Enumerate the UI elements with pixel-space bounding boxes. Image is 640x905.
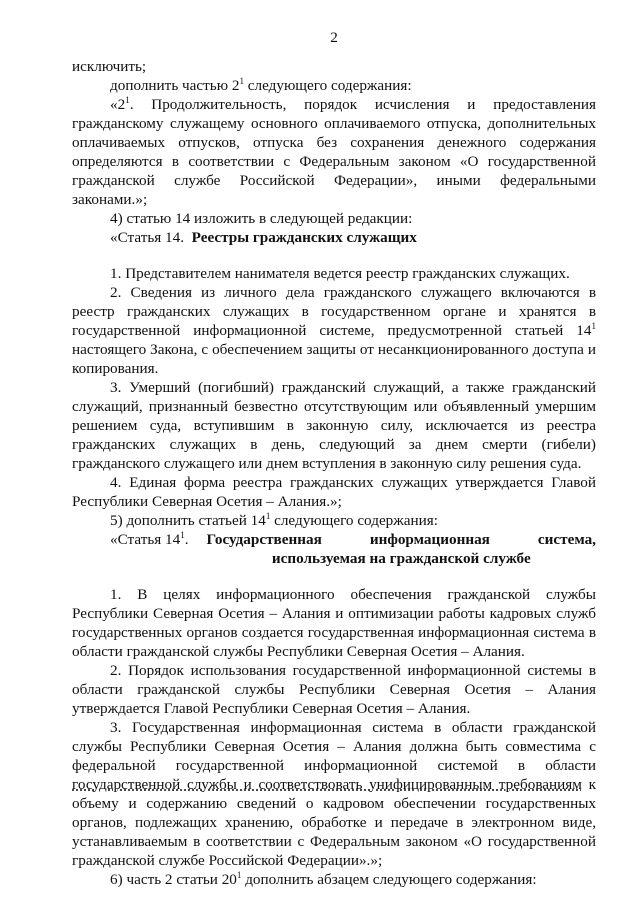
title-word: информационная xyxy=(369,531,490,548)
title-line: используемая на гражданской службе xyxy=(271,550,531,567)
article-14-1-part-1: 1. В целях информационного обеспечения гражданской службы Республики Северная Осетия – Алания и оптимизации работы кадровых служб государственных органов создается государственная информационная система в области гражданской службы Республики Северная Осетия – Алания. xyxy=(72,586,596,660)
text: исключить; xyxy=(72,58,147,75)
text: к объему и содержанию сведений о кадровом обеспечении государственных органов, подлежащих хранению, обработке и передаче в электронном виде, устанавливаемым в соответствии с Федеральным законом «О государственной гражданской службе Российской Федерации».»; xyxy=(72,776,596,869)
article-14-1-part-2: 2. Порядок использования государственной информационной системы в области гражданской службы Республики Северная Осетия – Алания утверждается Главой Республики Северная Осетия – Алания. xyxy=(72,662,596,717)
text: 3. Государственная информационная система в области гражданской службы Республики Северная Осетия – Алания должна быть совместима с федеральной государственной информационной системой в области xyxy=(72,719,596,774)
paragraph-item-4: 4) статью 14 изложить в следующей редакции: xyxy=(110,210,413,227)
text: «2 xyxy=(110,96,126,113)
text: 6) часть 2 статьи 20 xyxy=(110,871,237,888)
underlined-text: государственной службы и соответствовать унифицированным требованиям xyxy=(72,776,582,793)
text: настоящего Закона, с обеспечением защиты от несанкционированного доступа и копирования. xyxy=(72,341,596,377)
paragraph-item-6 xyxy=(72,870,596,889)
superscript: 1 xyxy=(239,76,244,86)
page-number: 2 xyxy=(330,29,338,46)
text: следующего содержания: xyxy=(243,77,412,94)
text: 5) дополнить статьей 14 xyxy=(110,512,266,529)
text: . Продолжительность, порядок исчисления и предоставления гражданскому служащему основного оплачиваемого отпуска, дополнительных оплачиваемых отпусков, отпуска без сохранения денежного содержания определяются в соответствии с Федеральным законом «О государственной гражданской службе Российской Федерации», иными федеральными законами.»; xyxy=(72,96,596,208)
superscript: 1 xyxy=(236,870,242,880)
document-page xyxy=(72,28,596,889)
superscript: 1 xyxy=(180,530,185,540)
paragraph-add-part xyxy=(72,76,596,95)
article-title xyxy=(207,530,596,568)
article-14-part-1: 1. Представителем нанимателя ведется реестр гражданских служащих. xyxy=(110,265,570,282)
text: следующего содержания: xyxy=(270,512,438,529)
article-14-1-part-3 xyxy=(72,718,596,870)
article-title: Реестры гражданских служащих xyxy=(191,229,417,246)
article-label xyxy=(110,530,207,568)
article-14-part-4: 4. Единая форма реестра гражданских служащих утверждается Главой Республики Северная Осетия – Алания.»; xyxy=(72,474,596,510)
superscript: 1 xyxy=(125,95,130,105)
title-word: Государственная xyxy=(206,531,322,548)
text: «Статья 14 xyxy=(110,531,181,548)
text: дополнить абзацем следующего содержания: xyxy=(241,871,537,888)
article-14-heading xyxy=(72,228,596,247)
article-14-part-2 xyxy=(72,283,596,378)
article-label: «Статья 14. xyxy=(110,229,185,246)
text: дополнить частью 2 xyxy=(110,77,240,94)
title-word: система, xyxy=(537,531,596,548)
text: . xyxy=(184,531,189,548)
paragraph-vacation xyxy=(72,95,596,209)
superscript: 1 xyxy=(591,321,596,331)
superscript: 1 xyxy=(265,511,271,521)
text: 2. Сведения из личного дела гражданского служащего включаются в реестр гражданских служащих в государственном органе и хранятся в государственной информационной системе, предусмотренной статьей 14 xyxy=(72,284,596,339)
article-14-part-3: 3. Умерший (погибший) гражданский служащий, а также гражданский служащий, признанный безвестно отсутствующим или объявленный умершим решением суда, вступившим в законную силу, исключается из реестра гражданских служащих в день, следующий за днем смерти (гибели) гражданского служащего или днем вступления в законную силу решения суда. xyxy=(72,379,596,472)
article-14-1-heading xyxy=(72,530,596,568)
paragraph-exclude xyxy=(72,57,596,76)
paragraph-item-5 xyxy=(72,511,596,530)
